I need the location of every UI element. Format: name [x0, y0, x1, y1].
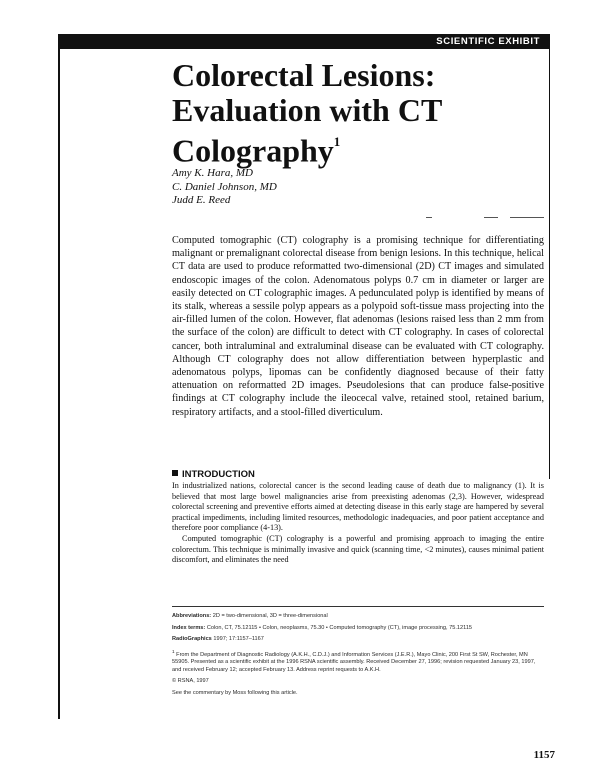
copyright-note: © RSNA, 1997 — [172, 678, 209, 685]
right-margin-rule — [549, 49, 551, 479]
body-paragraph: Computed tomographic (CT) colography is a powerful and promising approach to imaging the entire colorectum. This technique is minimally invasive and quick (scanning time, <2 minutes), causes minimal patient discomfort, and eliminates the need — [172, 533, 544, 565]
separator-dash — [426, 217, 432, 218]
square-bullet-icon — [172, 470, 178, 476]
author-list — [172, 167, 277, 208]
title-footnote-mark: 1 — [333, 134, 341, 149]
article-title — [172, 58, 542, 169]
abbreviations-text: 2D = two-dimensional, 3D = three-dimensional — [212, 613, 328, 619]
author-name: Judd E. Reed — [172, 194, 231, 206]
author-name: Amy K. Hara, MD — [172, 167, 253, 179]
section-heading-introduction — [172, 469, 255, 480]
section-banner: SCIENTIFIC EXHIBIT — [58, 34, 550, 49]
commentary-note: See the commentary by Moss following this article. — [172, 690, 298, 697]
section-heading-label: INTRODUCTION — [182, 469, 255, 480]
page-number: 1157 — [533, 749, 555, 761]
introduction-body — [172, 481, 544, 566]
title-line-1: Colorectal Lesions: — [172, 57, 436, 93]
index-terms-text: Colon, CT, 75.12115 • Colon, neoplasms, 75.30 • Computed tomography (CT), image processing, 75.12115 — [206, 624, 473, 631]
title-line-3: Colography — [172, 132, 334, 169]
abbreviations-note — [172, 613, 544, 621]
abbreviations-label: Abbreviations: — [172, 613, 212, 619]
journal-reference — [172, 636, 544, 644]
index-terms-label: Index terms: — [172, 624, 206, 631]
abstract: Computed tomographic (CT) colography is a promising technique for differentiating malignant or premalignant colorectal disease from benign lesions. In this technique, helical CT data are used to produce reformatted two-dimensional (2D) CT images and simulated endoscopic images of the colon. Adenomatous polyps 0.7 cm in diameter or larger are easily detected on CT colographic images. A pedunculated polyp is identified by means of its stalk, whereas a sessile polyp appears as a polypoid soft-tissue mass projecting into the air-filled lumen of the colon. However, flat adenomas (lesions raised less than 2 mm from the surface of the colon) are difficult to detect with CT colography. In cases of colorectal cancer, both intraluminal and extraluminal disease can be evaluated with CT colography. Although CT colography does not allow differentiation between hyperplastic and adenomatous polyps, lipomas can be confidently diagnosed because of their fatty attenuation on reformatted 2D images. Pseudolesions that can produce false-positive findings at CT colography include the ileocecal valve, retained stool, retained barium, respiratory artifacts, and a stool-filled diverticulum. — [172, 235, 544, 418]
title-line-2: Evaluation with CT — [172, 92, 443, 128]
journal-name: RadioGraphics — [172, 636, 212, 643]
affiliation-text: From the Department of Diagnostic Radiology (A.K.H., C.D.J.) and Information Services (J.E.R.), Mayo Clinic, 200 First St SW, Rochester, MN 55905. Presented as a scientific exhibit at the 1996 RSNA scientific assembly. Received December 27, 1996; revision requested January 23, 1997, and received February 12; accepted February 13. Address reprint requests to A.K.H. — [172, 651, 536, 673]
left-margin-rule — [58, 49, 60, 719]
footnotes — [172, 613, 544, 702]
footnote-divider — [172, 606, 544, 607]
index-terms-note — [172, 625, 544, 633]
author-name: C. Daniel Johnson, MD — [172, 180, 277, 193]
separator-dash — [510, 217, 544, 218]
separator-dash — [484, 217, 498, 218]
body-paragraph: In industrialized nations, colorectal cancer is the second leading cause of death due to malignancy (1). It is believed that most large bowel malignancies arise from preexisting adenomas (2,3). However, widespread colorectal screening and preventive efforts aimed at detecting disease in this early stage are hampered by several practical impediments, including limited resources, methodologic inadequacies, and poor patient acceptance and therefore poor compliance (4-13). — [172, 481, 544, 533]
affiliation-note: $^1$ From the Department of Diagnostic Radiology (A.K.H., C.D.J.) and Information Services (J.E.R.), Mayo Clinic, 200 First St SW, Rochester, MN 55905. Presented as a scientific exhibit at the 1996 RSNA scientific assembly. Received December 27, 1996; revision requested January 23, 1997, and received February 12; accepted February 13. Address reprint requests to A.K.H. — [172, 648, 536, 673]
journal-citation: 1997; 17:1157–1167 — [213, 636, 264, 643]
